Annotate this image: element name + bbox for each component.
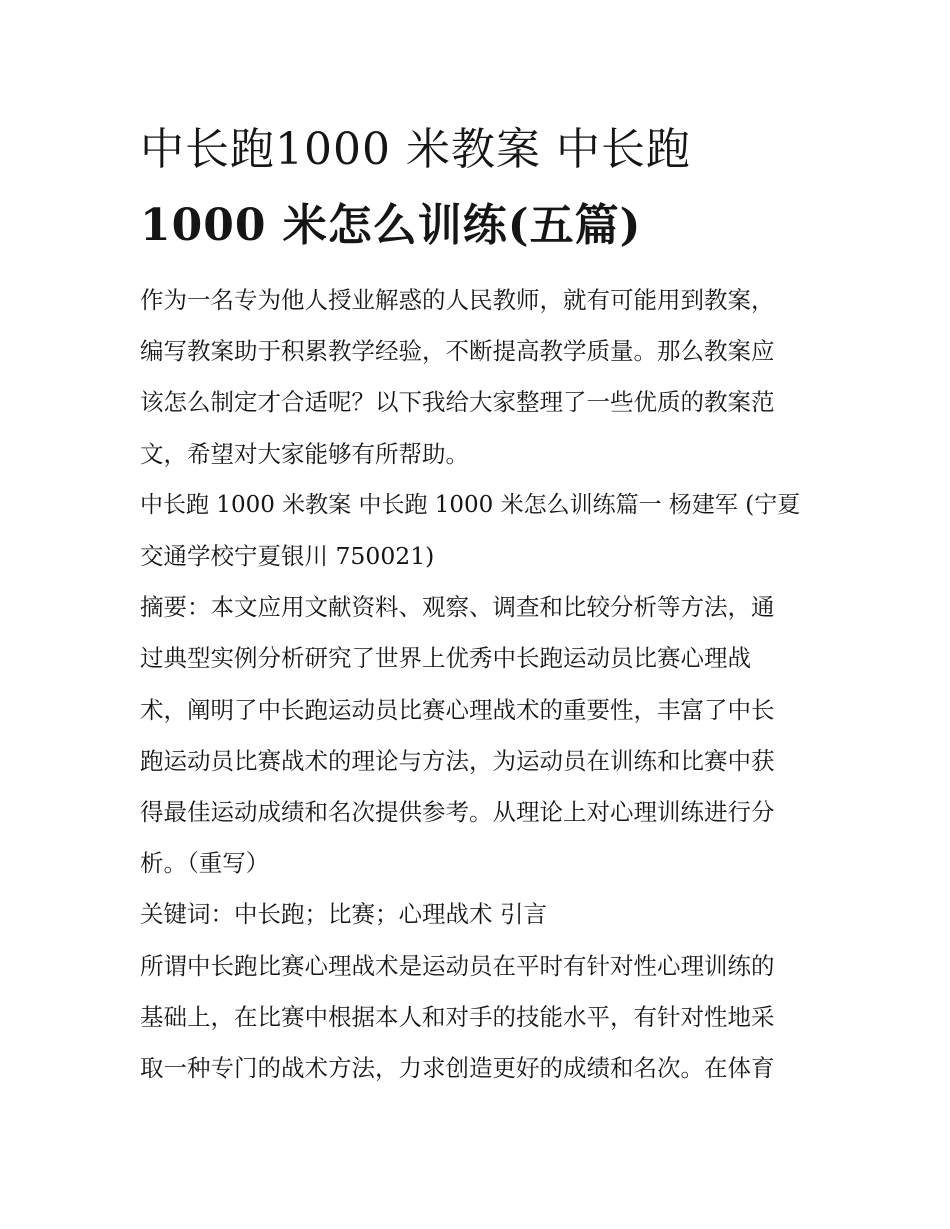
title-line-2: 1000 米怎么训练(五篇) [140, 200, 642, 251]
title-line-1: 中长跑1000 米教案 中长跑 [140, 124, 691, 175]
body-line: 该怎么制定才合适呢？以下我给大家整理了一些优质的教案范 [140, 388, 775, 417]
body-line: 关键词：中长跑；比赛；心理战术 引言 [140, 900, 547, 929]
body-line: 中长跑 1000 米教案 中长跑 1000 米怎么训练篇一 杨建军 (宁夏 [140, 491, 801, 518]
body-line: 所谓中长跑比赛心理战术是运动员在平时有针对性心理训练的 [140, 951, 775, 980]
body-line: 交通学校宁夏银川 750021) [140, 542, 435, 571]
body-line: 析。（重写） [140, 849, 270, 878]
document-body [140, 275, 812, 1094]
body-line: 基础上，在比赛中根据本人和对手的技能水平，有针对性地采 [140, 1002, 775, 1031]
body-line: 术，阐明了中长跑运动员比赛心理战术的重要性，丰富了中长 [140, 695, 775, 724]
body-line: 文，希望对大家能够有所帮助。 [140, 439, 469, 468]
body-line: 摘要：本文应用文献资料、观察、调查和比较分析等方法，通 [140, 593, 775, 622]
document-title [140, 112, 820, 264]
body-line: 编写教案助于积累教学经验，不断提高教学质量。那么教案应 [140, 337, 775, 366]
body-line: 跑运动员比赛战术的理论与方法，为运动员在训练和比赛中获 [140, 746, 775, 775]
body-line: 取一种专门的战术方法，力求创造更好的成绩和名次。在体育 [140, 1054, 775, 1083]
body-line: 过典型实例分析研究了世界上优秀中长跑运动员比赛心理战 [140, 644, 751, 673]
body-line: 作为一名专为他人授业解惑的人民教师，就有可能用到教案， [140, 286, 775, 314]
body-line: 得最佳运动成绩和名次提供参考。从理论上对心理训练进行分 [140, 798, 775, 827]
